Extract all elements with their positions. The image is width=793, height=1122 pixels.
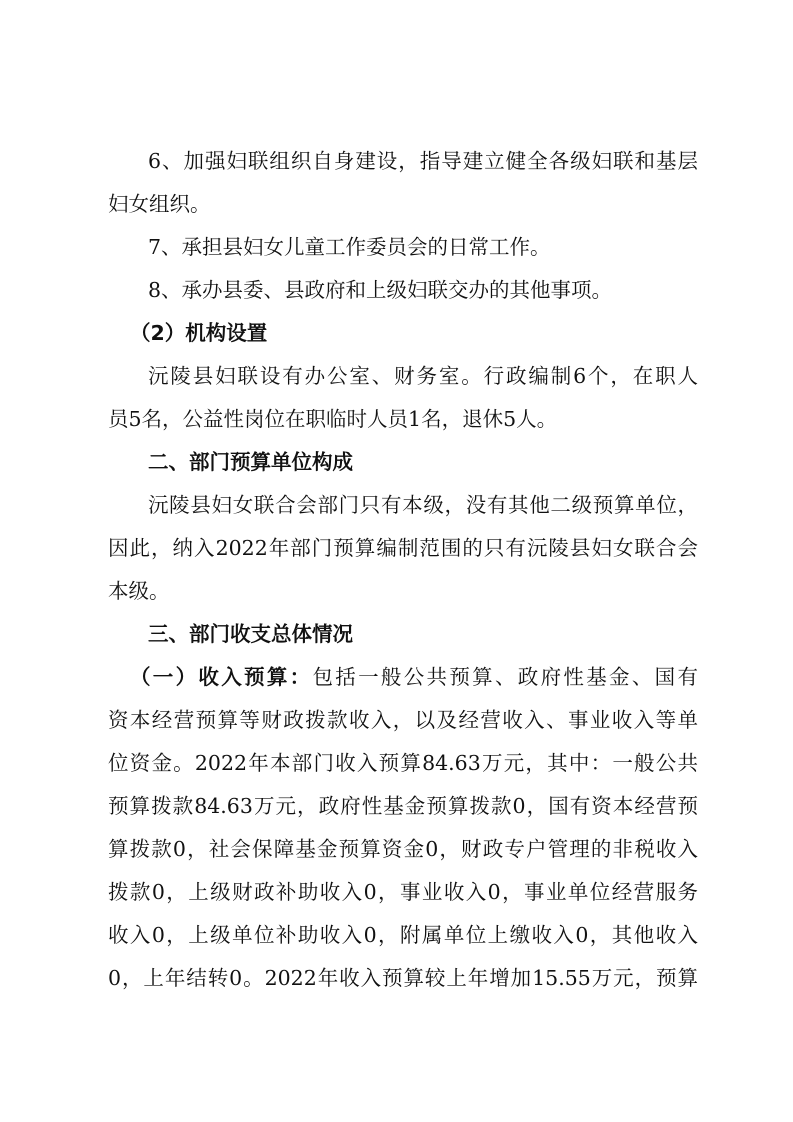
paragraph-org-line2: 员5名，公益性岗位在职临时人员1名，退休5人。 <box>108 407 558 431</box>
paragraph-income-line4: 预算拨款84.63万元，政府性基金预算拨款0，国有资本经营预 <box>108 794 698 818</box>
paragraph-units-line3: 本级。 <box>108 579 170 603</box>
paragraph-income-line6: 拨款0，上级财政补助收入0，事业收入0，事业单位经营服务 <box>108 880 698 904</box>
section-heading-budget-units: 二、部门预算单位构成 <box>148 450 353 474</box>
section-heading-income-expense: 三、部门收支总体情况 <box>148 622 353 646</box>
paragraph-income-line5: 算拨款0，社会保障基金预算资金0，财政专户管理的非税收入 <box>108 837 698 861</box>
income-line1-text: 包括一般公共预算、政府性基金、国有 <box>312 665 698 689</box>
paragraph-item-6-line2: 妇女组织。 <box>108 192 211 216</box>
income-budget-label: （一）收入预算： <box>130 665 313 689</box>
paragraph-income-line8: 0，上年结转0。2022年收入预算较上年增加15.55万元，预算 <box>108 966 698 990</box>
paragraph-income-line7: 收入0，上级单位补助收入0，附属单位上缴收入0，其他收入 <box>108 923 698 947</box>
paragraph-item-6-line1: 6、加强妇联组织自身建设，指导建立健全各级妇联和基层 <box>148 149 698 173</box>
paragraph-units-line1: 沅陵县妇女联合会部门只有本级，没有其他二级预算单位， <box>148 493 698 517</box>
paragraph-item-7: 7、承担县妇女儿童工作委员会的日常工作。 <box>148 235 551 259</box>
section-heading-org-structure: （2）机构设置 <box>130 321 268 345</box>
paragraph-income-line2: 资本经营预算等财政拨款收入，以及经营收入、事业收入等单 <box>108 708 698 732</box>
paragraph-org-line1: 沅陵县妇联设有办公室、财务室。行政编制6个，在职人 <box>148 364 698 388</box>
paragraph-income-line3: 位资金。2022年本部门收入预算84.63万元，其中：一般公共 <box>108 751 698 775</box>
paragraph-units-line2: 因此，纳入2022年部门预算编制范围的只有沅陵县妇女联合会 <box>108 536 698 560</box>
paragraph-income-line1 <box>130 662 698 692</box>
paragraph-item-8: 8、承办县委、县政府和上级妇联交办的其他事项。 <box>148 278 613 302</box>
